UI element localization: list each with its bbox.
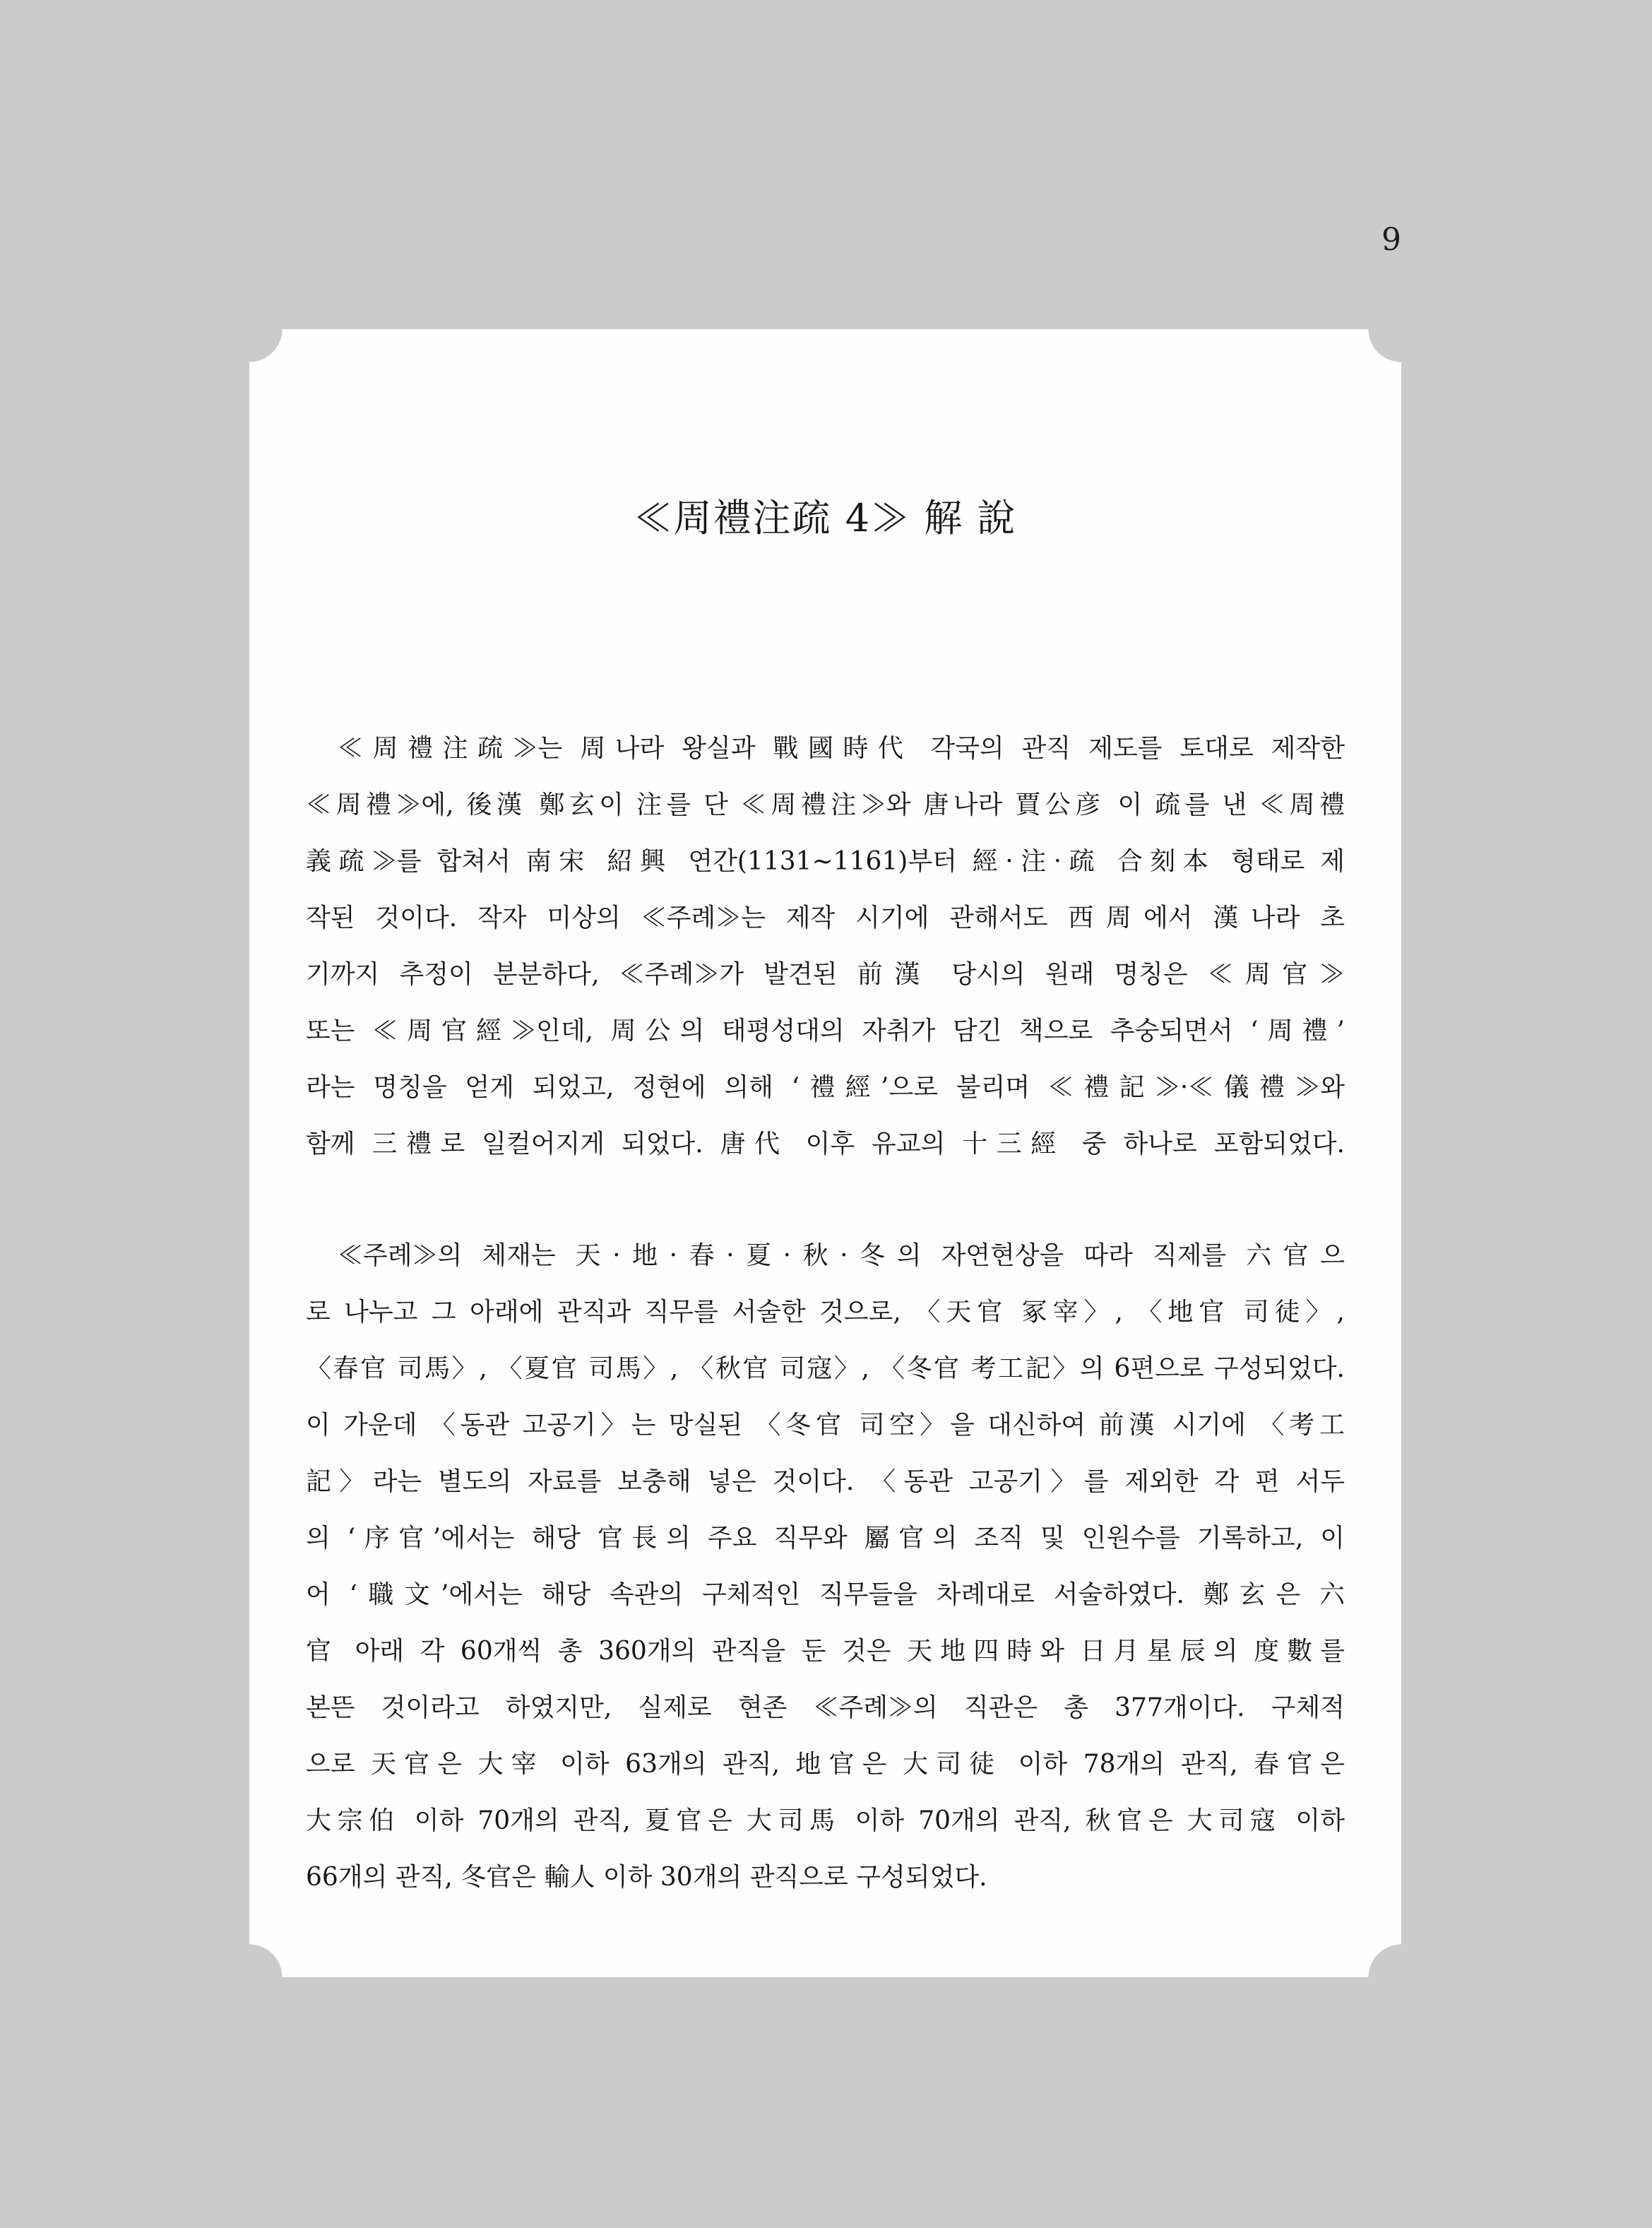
text-line: 66개의 관직, 冬官은 輸人 이하 30개의 관직으로 구성되었다. — [306, 1863, 987, 1892]
paragraph-2 — [306, 1228, 1345, 1906]
text-line: 이 가운데 〈동관 고공기〉는 망실된 〈冬官 司空〉을 대신하여 前漢 시기에 〈考工 — [306, 1411, 1345, 1440]
text-line: 으로 天官은 大宰 이하 63개의 관직, 地官은 大司徒 이하 78개의 관직, 春官은 — [306, 1750, 1345, 1779]
text-line: ≪주례≫의 체재는 天·地·春·夏·秋·冬의 자연현상을 따라 직제를 六官으 — [338, 1241, 1345, 1270]
content-panel — [249, 329, 1401, 1977]
text-line: ≪周禮注疏≫는 周나라 왕실과 戰國時代 각국의 관직 제도를 토대로 제작한 — [338, 734, 1345, 763]
text-line: 본뜬 것이라고 하였지만, 실제로 현존 ≪주례≫의 직관은 총 377개이다. 구체적 — [306, 1693, 1345, 1722]
document-body — [249, 721, 1401, 1906]
text-line: 작된 것이다. 작자 미상의 ≪주례≫는 제작 시기에 관해서도 西周에서 漢나라 초 — [306, 903, 1345, 932]
text-line: 記〉라는 별도의 자료를 보충해 넣은 것이다. 〈동관 고공기〉를 제외한 각 편 서두 — [306, 1467, 1345, 1496]
text-line: 기까지 추정이 분분하다, ≪주례≫가 발견된 前漢 당시의 원래 명칭은 ≪周官≫ — [306, 960, 1345, 989]
text-line: 〈春官 司馬〉, 〈夏官 司馬〉, 〈秋官 司寇〉, 〈冬官 考工記〉의 6편으로 구성되었다. — [306, 1354, 1345, 1383]
document-title: ≪周禮注疏 4≫ 解 說 — [634, 496, 1017, 540]
text-line: ≪周禮≫에, 後漢 鄭玄이 注를 단 ≪周禮注≫와 唐나라 賈公彦 이 疏를 낸 ≪周禮 — [306, 790, 1345, 819]
text-line: 또는 ≪周官經≫인데, 周公의 태평성대의 자취가 담긴 책으로 추숭되면서 ‘周禮’ — [306, 1017, 1345, 1045]
text-line: 함께 三禮로 일컬어지게 되었다. 唐代 이후 유교의 十三經 중 하나로 포함되었다. — [306, 1130, 1345, 1159]
text-line: 어 ‘職文’에서는 해당 속관의 구체적인 직무들을 차례대로 서술하였다. 鄭玄은 六 — [306, 1580, 1345, 1609]
page-number: 9 — [1381, 222, 1401, 258]
text-line: 로 나누고 그 아래에 관직과 직무를 서술한 것으로, 〈天官 冢宰〉, 〈地官 司徒〉, — [306, 1298, 1345, 1327]
text-line: 大宗伯 이하 70개의 관직, 夏官은 大司馬 이하 70개의 관직, 秋官은 大司寇 이하 — [306, 1806, 1345, 1835]
text-line: 義疏≫를 합쳐서 南宋 紹興 연간(1131~1161)부터 經·注·疏 合刻本 형태로 제 — [306, 847, 1345, 876]
paragraph-1 — [306, 721, 1345, 1173]
text-line: 의 ‘序官’에서는 해당 官長의 주요 직무와 屬官의 조직 및 인원수를 기록하고, 이 — [306, 1524, 1345, 1553]
text-line: 官 아래 각 60개씩 총 360개의 관직을 둔 것은 天地四時와 日月星辰의 度數를 — [306, 1637, 1345, 1666]
text-line: 라는 명칭을 얻게 되었고, 정현에 의해 ‘禮經’으로 불리며 ≪禮記≫·≪儀禮≫와 — [306, 1073, 1345, 1102]
